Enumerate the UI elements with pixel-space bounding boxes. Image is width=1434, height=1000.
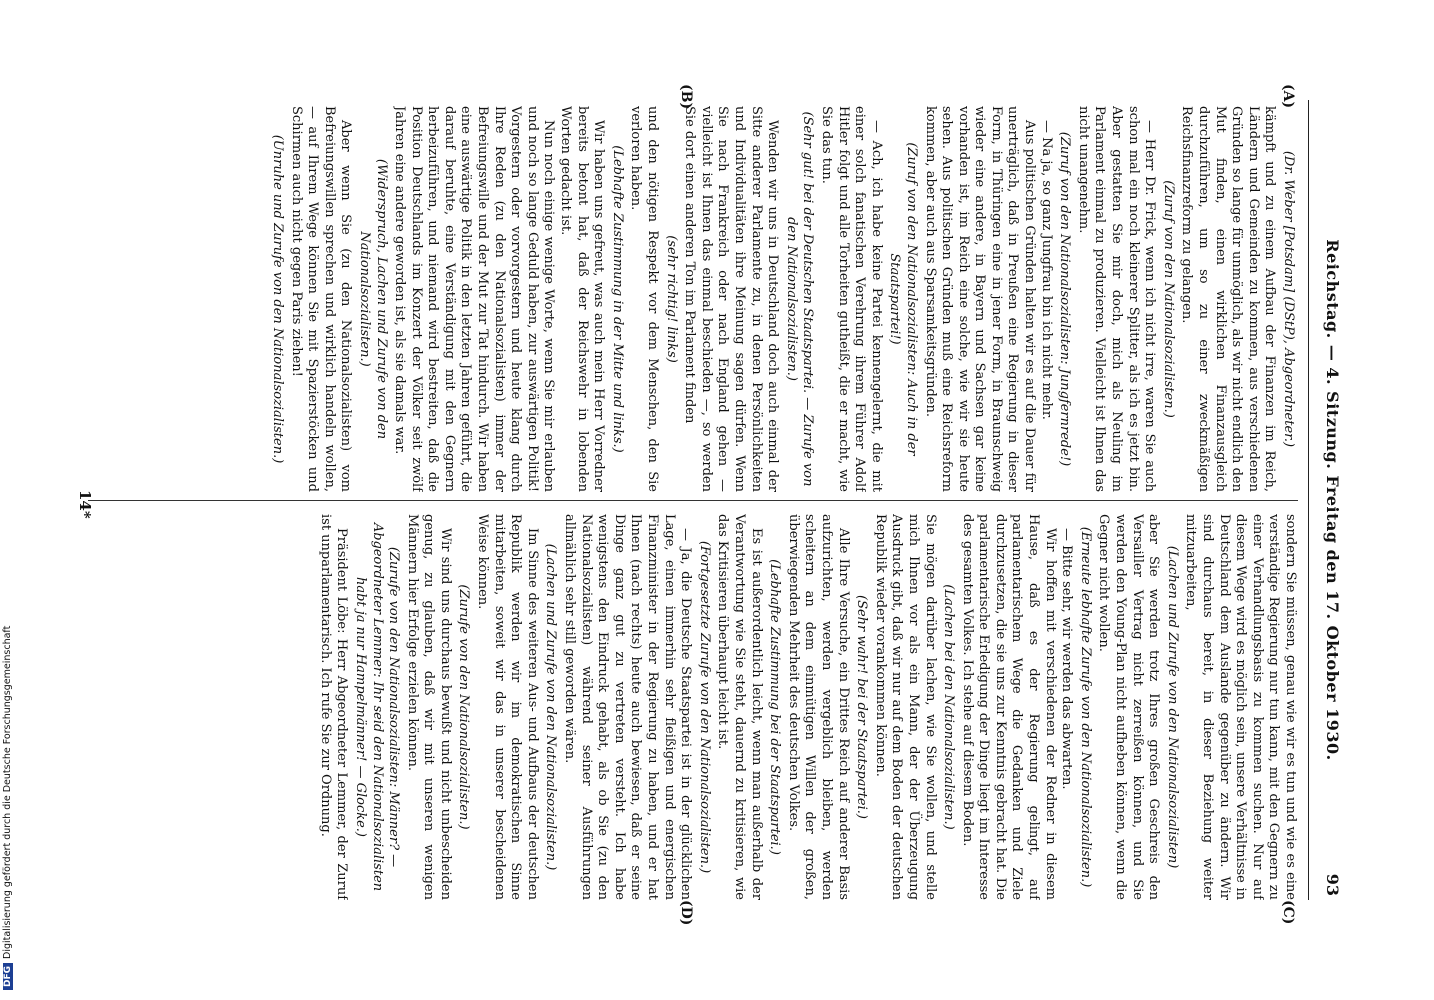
left-paragraph: Aber wenn Sie (zu den Nationalsozialisten) vom Befreiungswillen sprechen und wirklich handeln wollen, — auf Ihrem Wege können Sie mit Spazierstöcken und Schirmen auch nicht gegen Paris ziehen! <box>288 106 354 492</box>
left-interjection: (Widerspruch, Lachen und Zurufe von den Nationalsozialisten.) <box>356 158 389 440</box>
right-interjection: (Erneute lebhafte Zurufe von den Nationalsozialisten.) <box>1077 526 1093 888</box>
right-interjection: (Zurufe von den Nationalsozialisten: Männer? — Abgeordneter Lemmer: Ihr seid den Nationalsozialisten habt ja nur Hampelmänner! — Glocke.) <box>352 522 402 892</box>
left-paragraph: und den nötigen Respekt vor dem Menschen, den Sie verloren haben. <box>628 106 661 492</box>
right-interjection: (Sehr wahr! bei der Staatspartei.) <box>854 595 870 819</box>
left-interjection: (sehr richtig! links) <box>663 235 679 363</box>
right-interjection: (Lachen und Zurufe von den Nationalsozialisten.) <box>543 543 559 871</box>
right-paragraph: Im Sinne des weiteren Aus- und Aufbaus der deutschen Republik werden wir im demokratischen Sinne mitarbeiten, soweit wir das in unserer bescheidenen Weise können. <box>475 514 540 900</box>
left-interjection: (Zuruf von den Nationalsozialisten: Jungfernrede!) <box>1057 131 1073 467</box>
left-interjection: (Unruhe und Zurufe von den Nationalsozialisten.) <box>269 134 285 464</box>
page-title: Reichstag. — 4. Sitzung. Freitag den 17. Oktober 1930. <box>1323 239 1342 761</box>
margin-marker-c: (C) <box>1280 900 1296 925</box>
right-interjection: (Lebhafte Zustimmung bei der Staatspartei.) <box>767 559 783 855</box>
dfg-credit-text: Digitalisierung gefördert durch die Deutsche Forschungsgemeinschaft <box>2 625 13 959</box>
header-rule <box>1308 100 1309 900</box>
right-paragraph: — Ja, die Deutsche Staatspartei ist in der glücklichen Lage, einen immerhin sehr fleißigen und energischen Finanzminister in der Regierung zu haben, und er hat Ihnen (nach rechts) heute auch bewiesen, daß er seine Dinge ganz gut zu vertreten versteht. Ich habe wenigstens den Eindruck gehabt, als ob Sie (zu den Nationalsozialisten) während seiner Ausführungen allmählich sehr still geworden wären. <box>562 514 694 900</box>
left-paragraph: — Herr Dr. Frick, wenn ich nicht irre, waren Sie auch schon mal ein noch kleinerer Splitter, als ich es jetzt bin. Aber gestatten Sie mir doch, mich als Neuling im Parlament einmal zu produzieren. Vielleicht ist Ihnen das nicht unangenehm. <box>1075 106 1158 492</box>
left-interjection: (Zuruf von den Nationalsozialisten: Auch in der Staatspartei!) <box>887 142 919 456</box>
left-interjection: (Lebhafte Zustimmung in der Mitte und links.) <box>609 145 625 453</box>
left-column <box>88 106 1298 492</box>
right-paragraph: Wir sind uns durchaus bewußt und nicht unbescheiden genug, zu glauben, daß wir mit unseren wenigen Männern hier Erfolge erzielen können. <box>404 514 453 900</box>
page-number: 93 <box>1323 873 1342 896</box>
right-paragraph: Präsident Löbe: Herr Abgeordneter Lemmer, der Zuruf ist unparlamentarisch. Ich rufe Sie zur Ordnung. <box>317 514 350 900</box>
column-divider <box>88 500 1298 501</box>
right-paragraph: — Bitte sehr, wir werden das abwarten. <box>1059 528 1075 790</box>
right-interjection: (Lachen und Zurufe von den Nationalsozialisten) <box>1164 545 1180 869</box>
dfg-logo: DFG <box>3 963 13 990</box>
right-paragraph: Wir hoffen mit verschiedenen der Redner in diesem Hause, daß es der Regierung gelingt, auf parlamentarischem Wege die Gedanken und Ziele durchzusetzen, die sie uns zur Kenntnis gebracht hat. Die parlamentarische Erledigung der Dinge liegt im Interesse des gesamten Volkes. Ich stehe auf diesem Boden. <box>959 514 1058 900</box>
left-interjection: (Dr. Weber [Potsdam] (DStP), Abgeordneter.) <box>1281 150 1296 448</box>
right-paragraph: aber Sie werden trotz Ihres großen Geschreis den Versailler Vertrag nicht zerreißen können, und Sie werden den Young-Plan nicht aufheben können, wenn die Gegner nicht wollen. <box>1096 514 1162 900</box>
left-paragraph: Aus politischen Gründen halten wir es auf die Dauer für unerträglich, daß in Preußen eine Regierung in dieser Form, in Thüringen eine in jener Form, in Braunschweig wieder eine andere, in Bayern und Sachsen gar keine vorhanden ist, im Reich eine solche, wie wir sie heute sehen. Aus politischen Gründen muß eine Reichsreform kommen, aber auch aus Sparsamkeitsgründen. <box>922 106 1038 492</box>
left-interjection: (Zuruf von den Nationalsozialisten.) <box>1160 180 1176 418</box>
margin-marker-d: (D) <box>678 900 694 926</box>
right-paragraph: sondern Sie müssen, genau wie wir es tun und wie es eine verständige Regierung nur tun kann, mit den Gegnern zu einer Verhandlungsbasis zu kommen suchen. Nur auf diesem Wege wird es möglich sein, unsere Verhältnisse in Deutschland dem Auslande gegenüber zu ändern. Wir sind durchaus bereit, in dieser Beziehung weiter mitzuarbeiten, <box>1183 514 1298 900</box>
right-paragraph: Alle Ihre Versuche, ein Drittes Reich auf anderer Basis aufzurichten, werden vergeblich bleiben, werden scheitern an dem einmütigen Willen der großen, überwiegenden Mehrheit des deutschen Volkes. <box>785 514 851 900</box>
page-header <box>1312 0 1342 1000</box>
right-interjection: (Lachen bei den Nationalsozialisten.) <box>941 584 957 830</box>
left-interjection: (Sehr gut! bei der Deutschen Staatspartei. — Zurufe von den Nationalsozialisten.) <box>783 111 816 487</box>
left-paragraph: — Na ja, so ganz Jungfrau bin ich nicht mehr. <box>1038 120 1054 420</box>
right-interjection: (Zurufe von den Nationalsozialisten.) <box>456 584 472 830</box>
margin-marker-b: (B) <box>678 84 694 110</box>
left-paragraph: Wenden wir uns in Deutschland doch auch einmal der Sitte anderer Parlamente zu, in denen Persönlichkeiten und Individualitäten ihre Meinung sagen dürfen. Wenn Sie nach Frankreich oder nach England gehen — vielleicht ist Ihnen das einmal beschieden —, so werden Sie dort einen anderen Ton im Parlament finden <box>682 106 781 492</box>
left-paragraph: Nun noch einige wenige Worte, wenn Sie mir erlauben und noch so lange Geduld haben, zur auswärtigen Politik! Vorgestern oder vorvorgestern und heute klang durch Ihre Reden (zu den Nationalsozialisten) immer der Befreiungswille und der Mut zur Tat hindurch. Wir haben eine auswärtige Politik in den letzten Jahren geführt, die darauf beruhte, eine Verständigung mit den Gegnern herbeizuführen, und niemand wird bestreiten, daß die Position Deutschlands im Konzert der Völker seit zwölf Jahren eine andere geworden ist, als sie damals war. <box>392 106 557 492</box>
left-paragraph: Wir haben uns gefreut, was auch mein Herr Vorredner bereits betont hat, daß der Reichswehr in lobenden Worten gedacht ist. <box>558 106 607 492</box>
dfg-credit <box>2 10 16 990</box>
right-paragraph: Es ist außerordentlich leicht, wenn man außerhalb der Verantwortung wie Sie steht, dauernd zu kritisieren, wie das Kritisieren überhaupt leicht ist. <box>715 514 764 900</box>
signature-mark: 14* <box>76 490 94 519</box>
margin-marker-a: (A) <box>1280 84 1296 109</box>
left-paragraph: — Ach, ich habe keine Partei kennengelernt, die mit einer solch fanatischen Verehrung ihrem Führer Adolf Hitler folgt und alle Torheiten gutheißt, die er macht, wie Sie das tun. <box>818 106 884 492</box>
right-interjection: (Fortgesetzte Zurufe von den Nationalsozialisten.) <box>696 540 712 874</box>
right-column <box>88 514 1298 900</box>
right-paragraph: Sie mögen darüber lachen, wie Sie wollen, und stelle mich Ihnen vor als ein Mann, der der Überzeugung Ausdruck gibt, daß wir nur auf dem Boden der deutschen Republik wieder vorankommen können. <box>872 514 938 900</box>
left-paragraph: kämpft und zu einem Aufbau der Finanzen im Reich, Ländern und Gemeinden zu kommen, aus verschiedenen Gründen so lange für unmöglich, als wir nicht endlich den Mut finden, einen wirklichen Finanzausgleich durchzuführen, um so zu einer zweckmäßigen Reichsfinanzreform zu gelangen. <box>1179 106 1278 492</box>
